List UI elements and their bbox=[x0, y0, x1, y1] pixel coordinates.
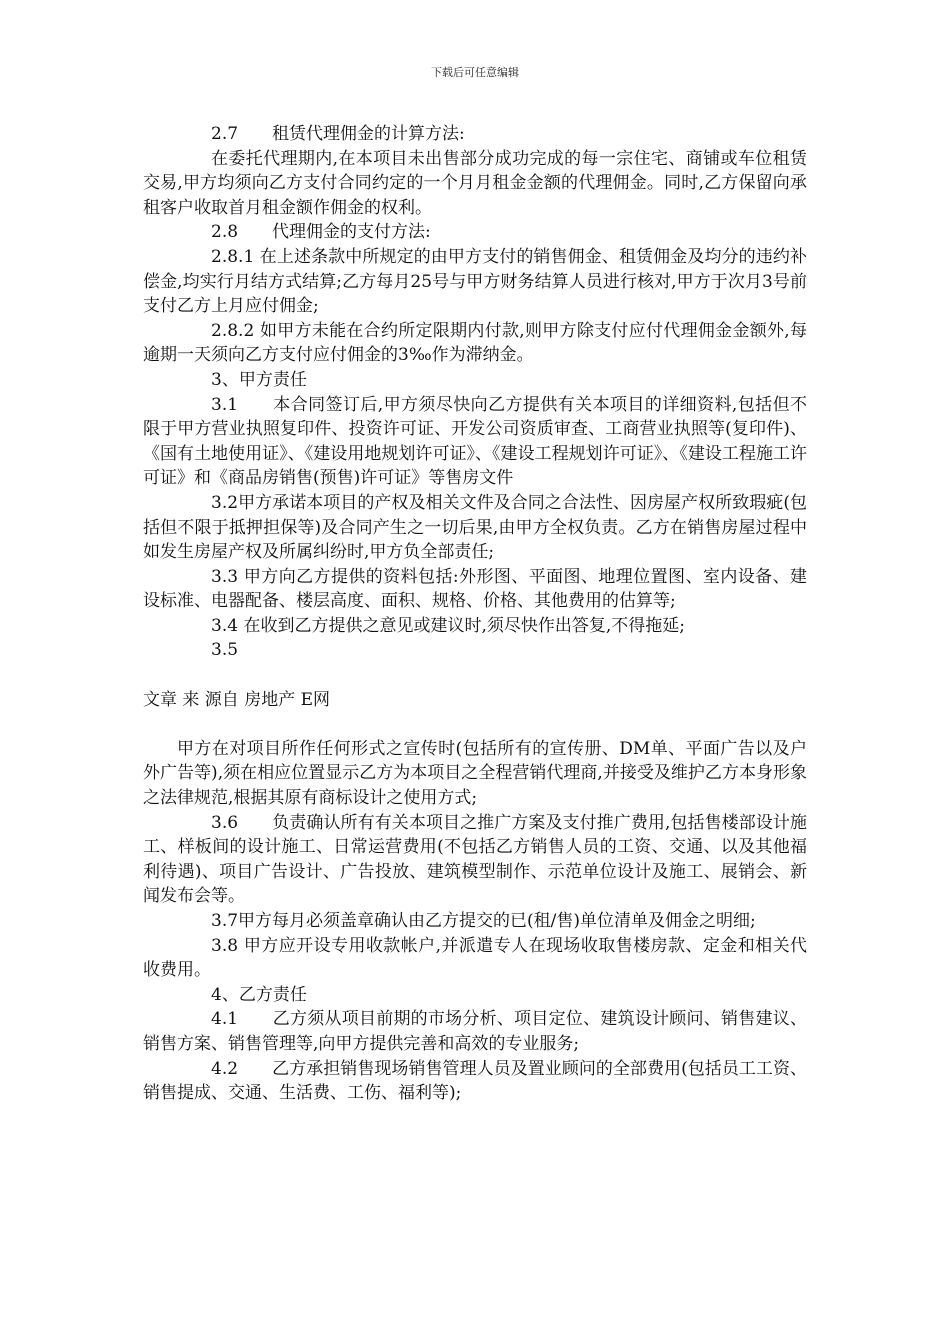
source-line: 文章 来 源自 房地产 E网 bbox=[143, 689, 331, 710]
section-3-6: 3.6 负责确认所有有关本项目之推广方案及支付推广费用,包括售楼部设计施工、样板间的设计施工、日常运营费用(不包括乙方销售人员的工资、交通、以及其他福利待遇)、项目广告设计、广告投放、建筑模型制作、示范单位设计及施工、展销会、新闻发布会等。 bbox=[143, 812, 807, 907]
section-2-7-heading: 2.7 租赁代理佣金的计算方法: bbox=[211, 124, 465, 144]
spacer bbox=[143, 663, 807, 688]
section-3-2: 3.2甲方承诺本项目的产权及相关文件及合同之合法性、因房屋产权所致瑕疵(包括但不限于抵押担保等)及合同产生之一切后果,由甲方全权负责。乙方在销售房屋过程中如发生房屋产权及所属纠纷时,甲方负全部责任; bbox=[143, 492, 807, 563]
section-3-8: 3.8 甲方应开设专用收款帐户,并派遣专人在现场收取售楼房款、定金和相关代收费用。 bbox=[143, 935, 807, 981]
section-2-7-body: 在委托代理期内,在本项目未出售部分成功完成的每一宗住宅、商铺或车位租赁交易,甲方均须向乙方支付合同约定的一个月月租金金额的代理佣金。同时,乙方保留向承租客户收取首月租金额作佣金的权利。 bbox=[143, 148, 807, 218]
section-3-heading: 3、甲方责任 bbox=[211, 369, 307, 390]
section-2-8-2: 2.8.2 如甲方未能在合约所定限期内付款,则甲方除支付应付代理佣金金额外,每逾期一天须向乙方支付应付佣金的3‰作为滞纳金。 bbox=[143, 320, 807, 366]
spacer bbox=[143, 712, 807, 737]
section-3-4: 3.4 在收到乙方提供之意见或建议时,须尽快作出答复,不得拖延; bbox=[211, 615, 685, 636]
page-header-note: 下载后可任意编辑 bbox=[431, 66, 519, 79]
section-2-8-1: 2.8.1 在上述条款中所规定的由甲方支付的销售佣金、租赁佣金及均分的违约补偿金,均实行月结方式结算;乙方每月25号与甲方财务结算人员进行核对,甲方于次月3号前支付乙方上月应付佣金; bbox=[143, 246, 807, 317]
section-3-5: 3.5 bbox=[211, 640, 239, 661]
section-4-2: 4.2 乙方承担销售现场销售管理人员及置业顾问的全部费用(包括员工工资、销售提成、交通、生活费、工伤、福利等); bbox=[143, 1058, 807, 1104]
document-body bbox=[143, 122, 807, 1106]
section-3-7: 3.7甲方每月必须盖章确认由乙方提交的已(租/售)单位清单及佣金之明细; bbox=[211, 911, 756, 931]
section-3-1: 3.1 本合同签订后,甲方须尽快向乙方提供有关本项目的详细资料,包括但不限于甲方营业执照复印件、投资许可证、开发公司资质审查、工商营业执照等(复印件)、《国有土地使用证》、《建设用地规划许可证》、《建设工程规划许可证》、《建设工程施工许可证》和《商品房销售(预售)许可证》等售房文件 bbox=[143, 394, 807, 489]
section-3-3: 3.3 甲方向乙方提供的资料包括:外形图、平面图、地理位置图、室内设备、建设标准、电器配备、楼层高度、面积、规格、价格、其他费用的估算等; bbox=[143, 566, 807, 612]
section-4-heading: 4、乙方责任 bbox=[211, 984, 307, 1005]
section-3-5-body: 甲方在对项目所作任何形式之宣传时(包括所有的宣传册、DM单、平面广告以及户外广告等),须在相应位置显示乙方为本项目之全程营销代理商,并接受及维护乙方本身形象之法律规范,根据其原有商标设计之使用方式; bbox=[143, 738, 807, 809]
section-4-1: 4.1 乙方须从项目前期的市场分析、项目定位、建筑设计顾问、销售建议、销售方案、销售管理等,向甲方提供完善和高效的专业服务; bbox=[143, 1009, 807, 1054]
section-2-8-heading: 2.8 代理佣金的支付方法: bbox=[211, 222, 431, 243]
